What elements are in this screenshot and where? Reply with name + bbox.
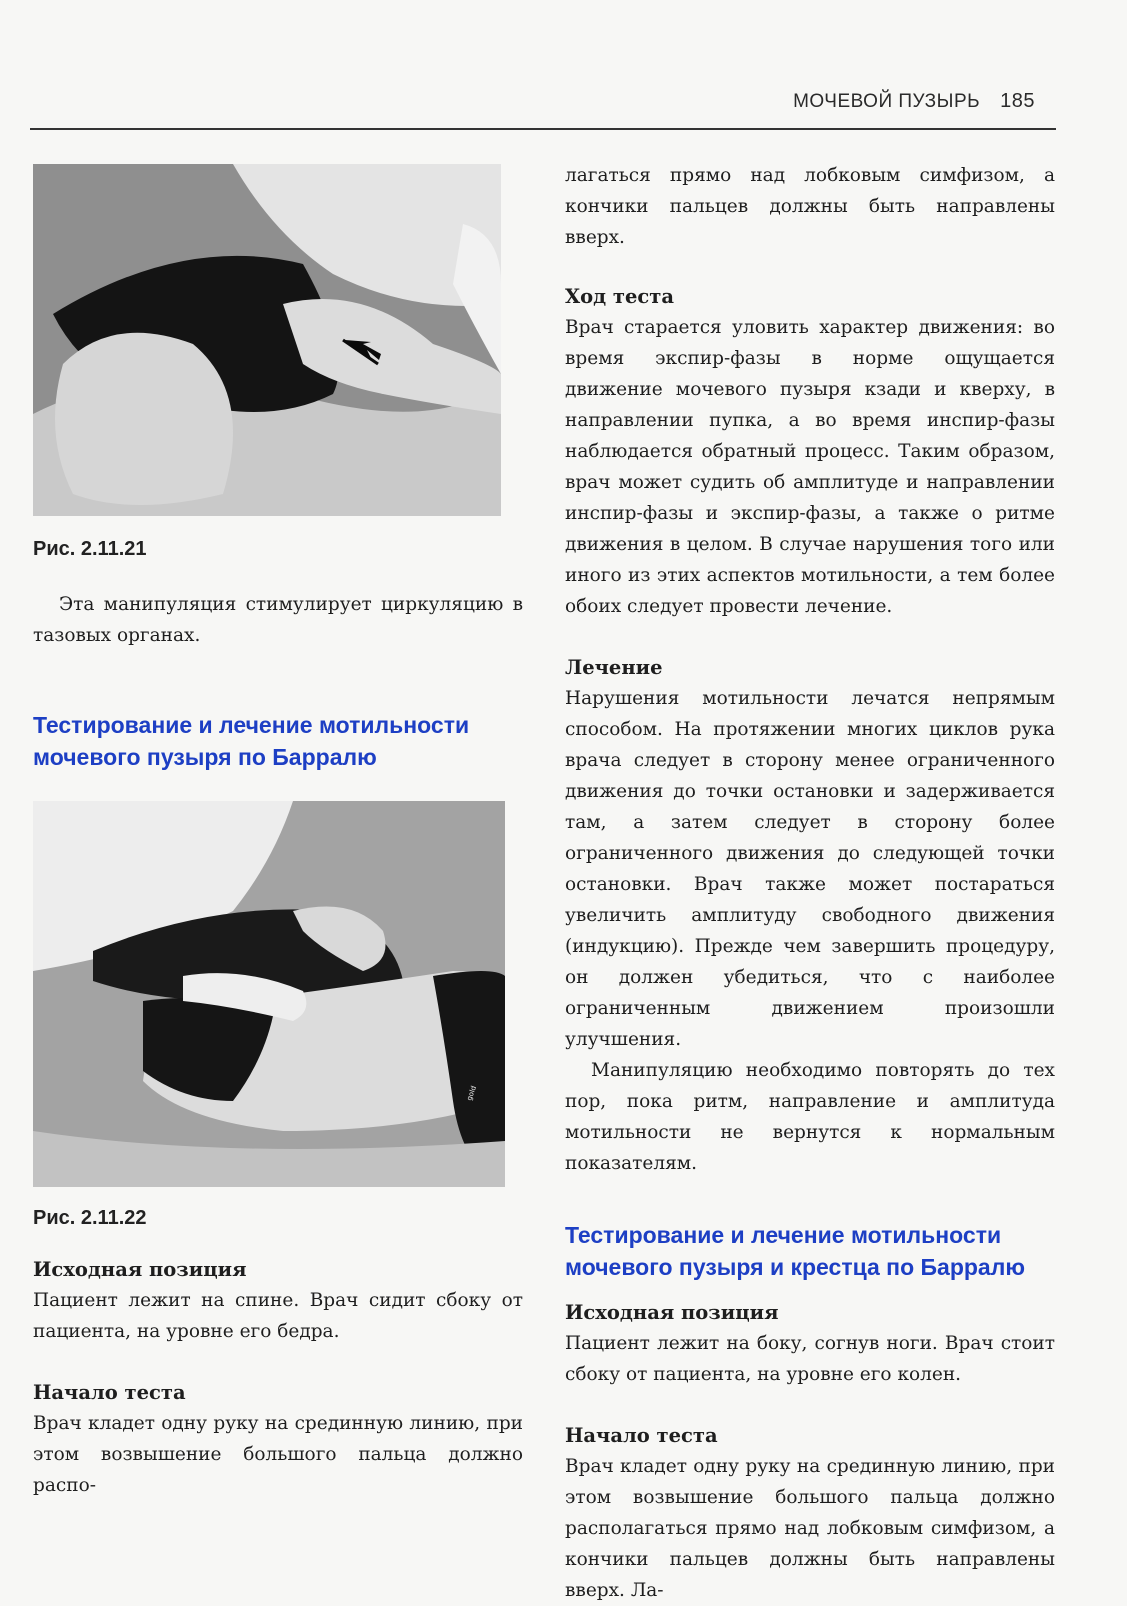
subheading: Исходная позиция xyxy=(33,1258,247,1281)
paragraph: Нарушения мотильности лечатся непрямым способом. На протяжении многих циклов рука врача следует в сторону менее ограниченного движения до точки остановки и задерживается там, а затем следует в сторону более ограниченного движения до следующей точки остановки. Врач также может постараться увеличить амплитуду свободного движения (индукцию). Прежде чем завершить процедуру, он должен убедиться, что с наиболее ограниченным движением произошли улучшения. xyxy=(565,688,1055,1050)
photo-illustration xyxy=(33,164,501,516)
garment-label: gold xyxy=(465,1084,479,1102)
section-title: Тестирование и лечение мотильности мочевого пузыря и крестца по Барралю xyxy=(565,1222,1025,1280)
paragraph: Врач кладет одну руку на срединную линию, при этом возвышение большого пальца должно располагаться прямо над лобковым симфизом, а кончики пальцев должны быть направлены вверх. Ла- xyxy=(565,1456,1055,1601)
figure-caption: Рис. 2.11.21 xyxy=(33,538,147,560)
header-rule xyxy=(30,128,1056,130)
paragraph: Пациент лежит на боку, согнув ноги. Врач стоит сбоку от пациента, на уровне его колен. xyxy=(565,1333,1055,1385)
right-column xyxy=(565,160,1055,1606)
figure-2-11-21-photo xyxy=(33,164,501,516)
paragraph: Врач старается уловить характер движения: во время экспир-фазы в норме ощущается движение мочевого пузыря кзади и кверху, в направлении пупка, а во время инспир-фазы наблюдается обратный процесс. Таким образом, врач может судить об амплитуде и направлении инспир-фазы и экспир-фазы, а также о ритме движения в целом. В случае нарушения того или иного из этих аспектов мотильности, а тем более обоих следует провести лечение. xyxy=(565,317,1055,617)
section-name: МОЧЕВОЙ ПУЗЫРЬ xyxy=(793,91,981,112)
paragraph: Врач кладет одну руку на срединную линию, при этом возвышение большого пальца должно распо- xyxy=(33,1413,523,1496)
figure-caption: Рис. 2.11.22 xyxy=(33,1207,147,1229)
paragraph: лагаться прямо над лобковым симфизом, а кончики пальцев должны быть направлены вверх. xyxy=(565,165,1055,248)
subheading: Лечение xyxy=(565,656,663,679)
figure-2-11-22-photo xyxy=(33,801,505,1187)
subheading: Начало теста xyxy=(565,1424,718,1447)
paragraph: Пациент лежит на спине. Врач сидит сбоку от пациента, на уровне его бедра. xyxy=(33,1290,523,1342)
section-title: Тестирование и лечение мотильности мочевого пузыря по Барралю xyxy=(33,712,470,770)
left-column xyxy=(33,164,523,1501)
subheading: Ход теста xyxy=(565,285,675,308)
subheading: Исходная позиция xyxy=(565,1301,779,1324)
paragraph: Эта манипуляция стимулирует циркуляцию в тазовых органах. xyxy=(33,594,523,646)
photo-illustration xyxy=(33,801,505,1187)
running-head xyxy=(793,90,1035,113)
paragraph: Манипуляцию необходимо повторять до тех пор, пока ритм, направление и амплитуда мотильности не вернутся к нормальным показателям. xyxy=(565,1060,1055,1174)
subheading: Начало теста xyxy=(33,1381,186,1404)
page-number: 185 xyxy=(1000,90,1035,112)
